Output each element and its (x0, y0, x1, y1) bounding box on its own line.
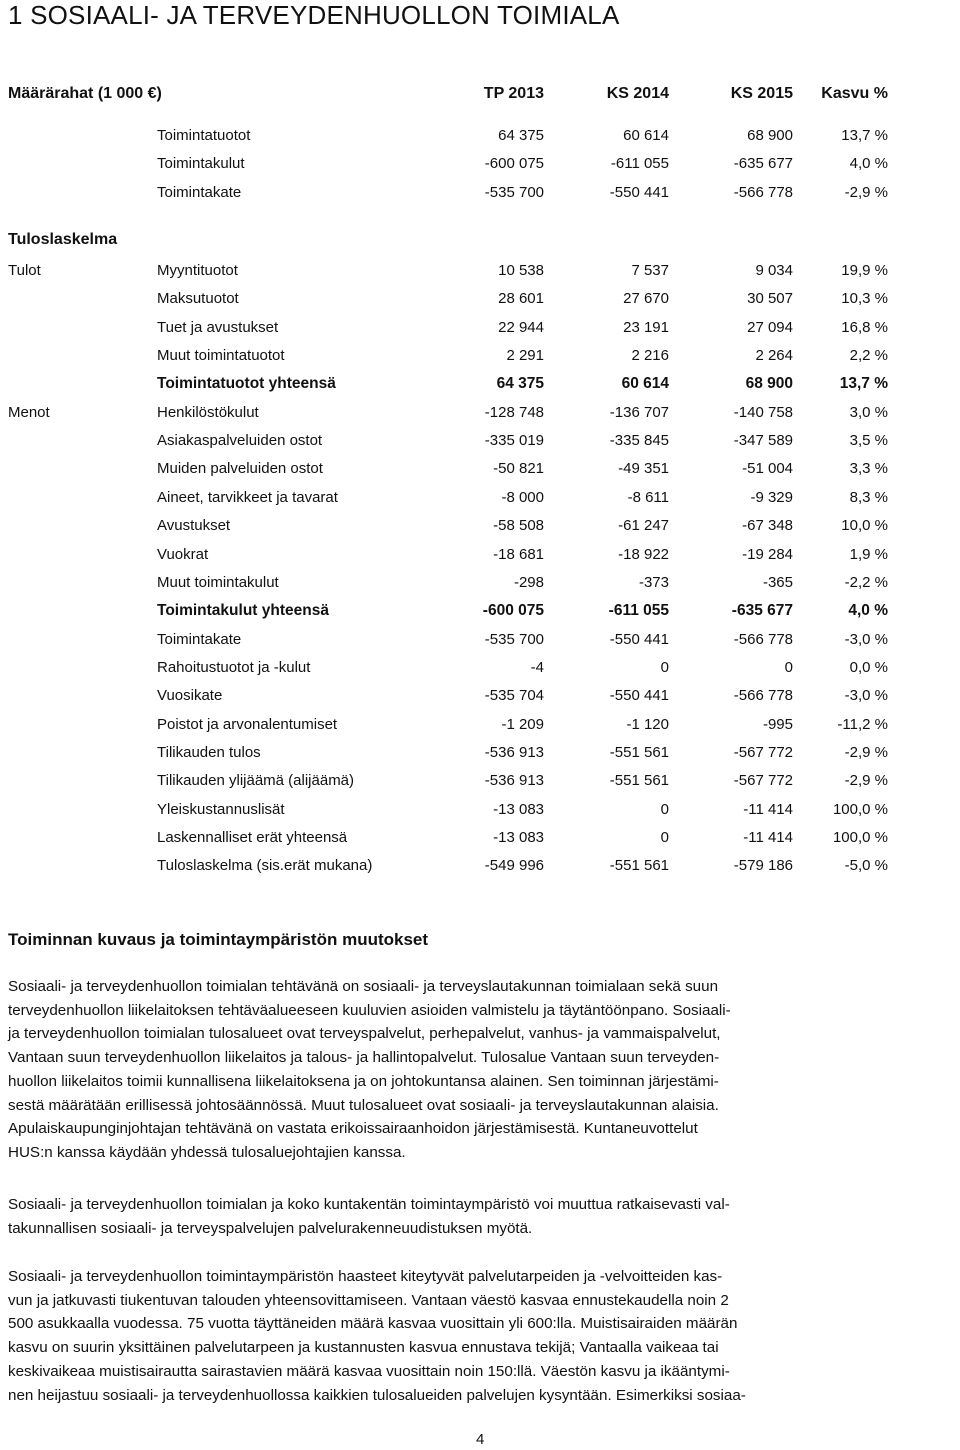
cell: -3,0 % (844, 687, 888, 704)
table-row (0, 319, 960, 339)
row-label: Myyntituotot (157, 262, 238, 279)
table-row (0, 155, 960, 175)
cell: 3,5 % (849, 432, 888, 449)
text-line: keskivaikeaa muistisairautta sairastavien määrä kasvaa vuosittain noin 150:llä. Väestön kasvu ja ikääntymi- (8, 1362, 730, 1380)
cell: -566 778 (733, 687, 793, 704)
cell: -2,9 % (844, 772, 888, 789)
cell: -5,0 % (844, 857, 888, 874)
cell: -335 019 (484, 432, 544, 449)
cell: 0 (660, 801, 669, 818)
cell: -11,2 % (837, 716, 888, 733)
cell: -2,9 % (844, 184, 888, 201)
cell: 27 094 (747, 319, 793, 336)
cell: -365 (762, 574, 793, 591)
cell: -550 441 (609, 184, 669, 201)
text-line: 500 asukkaalla vuodessa. 75 vuotta täyttäneiden määrä kasvaa vuosittain yli 600:lla. Muistisairaiden määrän (8, 1315, 738, 1333)
col-header-tp2013: TP 2013 (483, 85, 544, 102)
paragraph (8, 1193, 953, 1240)
text-line: huollon liikelaitos toimii kunnallisena liikelaitoksena ja on johtokuntansa alainen. Sen toiminnan järjestämi- (8, 1072, 719, 1090)
row-label: Henkilöstökulut (157, 404, 259, 421)
cell: -19 284 (742, 546, 793, 563)
row-label: Toimintakulut yhteensä (157, 602, 329, 619)
table-row (0, 744, 960, 764)
cell: 2 216 (631, 347, 669, 364)
cell: -566 778 (733, 184, 793, 201)
row-label: Tilikauden tulos (157, 744, 261, 761)
cell: -335 845 (609, 432, 669, 449)
row-label: Maksutuotot (157, 290, 239, 307)
cell: 9 034 (755, 262, 793, 279)
row-label: Muiden palveluiden ostot (157, 460, 323, 477)
row-label: Poistot ja arvonalentumiset (157, 716, 338, 733)
table-row (0, 262, 960, 282)
cell: 19,9 % (841, 262, 888, 279)
cell: 68 900 (745, 375, 793, 392)
cell: 100,0 % (832, 829, 888, 846)
cell: 2 264 (755, 347, 793, 364)
row-label: Laskennalliset erät yhteensä (157, 829, 348, 846)
text-line: Sosiaali- ja terveydenhuollon toimialan tehtävänä on sosiaali- ja terveyslautakunnan toimialaan sekä suun (8, 978, 719, 995)
section-title: Tuloslaskelma (8, 231, 118, 248)
cell: 10,3 % (841, 290, 888, 307)
cell: -51 004 (742, 460, 793, 477)
row-label: Vuosikate (157, 687, 223, 704)
table-row (0, 517, 960, 537)
cell: -995 (762, 716, 793, 733)
cell: -600 075 (482, 602, 544, 619)
cell: -551 561 (609, 772, 669, 789)
row-label: Toimintakulut (157, 155, 245, 172)
table-row (0, 801, 960, 821)
cell: -18 922 (618, 546, 669, 563)
table-row (0, 546, 960, 566)
cell: 64 375 (496, 375, 544, 392)
cell: -1 120 (626, 716, 669, 733)
cell: 60 614 (623, 127, 669, 144)
cell: -11 414 (743, 829, 793, 846)
row-label: Toimintatuotot (157, 127, 251, 144)
table-row (0, 290, 960, 310)
cell: 60 614 (621, 375, 669, 392)
row-label: Vuokrat (157, 546, 209, 563)
text-line: HUS:n kanssa käydään yhdessä tulosaluejohtajien kanssa. (8, 1143, 406, 1161)
cell: -4 (530, 659, 544, 676)
cell: 13,7 % (839, 375, 888, 392)
cell: -140 758 (733, 404, 793, 421)
cell: 16,8 % (841, 319, 888, 336)
cell: -549 996 (484, 857, 544, 874)
cell: -536 913 (484, 772, 544, 789)
cell: -1 209 (501, 716, 544, 733)
table-row (0, 432, 960, 452)
text-line: kasvu on suurin yksittäinen palvelutarpeen ja kustannusten kasvua ennustava tekijä; Vantaalla vaikeaa tai (8, 1339, 719, 1357)
cell: -567 772 (733, 744, 793, 761)
cell: -2,9 % (844, 744, 888, 761)
cell: -13 083 (493, 829, 544, 846)
table-row (0, 375, 960, 395)
cell: -566 778 (733, 631, 793, 648)
cell: 10 538 (498, 262, 544, 279)
table-row (0, 460, 960, 480)
cell: 23 191 (623, 319, 669, 336)
cell: 64 375 (498, 127, 544, 144)
table-row (0, 602, 960, 622)
cell: -136 707 (609, 404, 669, 421)
table-row (0, 347, 960, 367)
text-line: vun ja jatkuvasti tiukentuvan talouden yhteensovittamiseen. Vantaan väestö kasvaa ennustekaudella noin 2 (8, 1291, 729, 1309)
cell: -611 055 (610, 155, 669, 172)
row-label: Tuloslaskelma (sis.erät mukana) (157, 857, 373, 874)
row-label: Muut toimintatuotot (157, 347, 285, 364)
row-label: Yleiskustannuslisät (157, 801, 285, 818)
group-label: Tulot (8, 262, 41, 279)
cell: -128 748 (484, 404, 544, 421)
text-line: sestä määrätään erillisessä johtosäännössä. Muut tulosalueet ovat sosiaali- ja terveyslautakunnan alaisia. (8, 1096, 719, 1114)
table-row (0, 857, 960, 877)
cell: -535 700 (484, 631, 544, 648)
table-row (0, 574, 960, 594)
cell: 30 507 (747, 290, 793, 307)
cell: -2,2 % (844, 574, 888, 591)
cell: 7 537 (631, 262, 669, 279)
cell: -13 083 (493, 801, 544, 818)
table-row (0, 716, 960, 736)
cell: -3,0 % (844, 631, 888, 648)
cell: -535 700 (484, 184, 544, 201)
cell: -50 821 (493, 460, 544, 477)
cell: -58 508 (493, 517, 544, 534)
paragraph (8, 1265, 953, 1407)
cell: -567 772 (733, 772, 793, 789)
col-header-growth: Kasvu % (821, 85, 888, 102)
cell: -536 913 (484, 744, 544, 761)
cell: 22 944 (498, 319, 544, 336)
cell: 4,0 % (848, 602, 888, 619)
text-line: takunnallisen sosiaali- ja terveyspalvelujen palvelurakenneuudistuksen myötä. (8, 1219, 533, 1237)
cell: 0 (784, 659, 793, 676)
row-label: Muut toimintakulut (157, 574, 279, 591)
table-row (0, 772, 960, 792)
cell: 8,3 % (849, 489, 888, 506)
table-row (0, 687, 960, 707)
cell: -551 561 (609, 744, 669, 761)
text-line: Sosiaali- ja terveydenhuollon toimialan ja koko kuntakentän toimintaympäristö voi muuttua ratkaisevasti val- (8, 1196, 730, 1213)
paragraph (8, 975, 953, 1165)
cell: -373 (638, 574, 669, 591)
cell: 3,3 % (849, 460, 888, 477)
cell: -61 247 (618, 517, 669, 534)
cell: 2 291 (506, 347, 544, 364)
cell: -550 441 (609, 687, 669, 704)
row-label: Asiakaspalveluiden ostot (157, 432, 323, 449)
text-line: ja terveydenhuollon toimialan tulosalueet ovat terveyspalvelut, perhepalvelut, vanhus- ja vammaispalvelut, (8, 1025, 721, 1043)
cell: -8 000 (501, 489, 544, 506)
col-header-ks2015: KS 2015 (730, 85, 793, 102)
cell: -18 681 (493, 546, 544, 563)
cell: -9 329 (750, 489, 793, 506)
cell: -49 351 (618, 460, 669, 477)
cell: 10,0 % (841, 517, 888, 534)
row-label: Toimintakate (157, 631, 242, 648)
page-title: 1 SOSIAALI- JA TERVEYDENHUOLLON TOIMIALA (8, 0, 620, 30)
appropriations-label: Määrärahat (1 000 €) (8, 85, 162, 102)
table-row (0, 489, 960, 509)
cell: 28 601 (498, 290, 544, 307)
row-label: Avustukset (157, 517, 231, 534)
row-label: Rahoitustuotot ja -kulut (157, 659, 311, 676)
cell: -600 075 (484, 155, 544, 172)
cell: -611 055 (608, 602, 669, 619)
cell: -8 611 (627, 489, 669, 506)
table-row (0, 404, 960, 424)
cell: 68 900 (747, 127, 793, 144)
text-line: Vantaan suun terveydenhuollon liikelaitos ja talous- ja hallintopalvelut. Tulosalue Vantaan suun terveyden- (8, 1049, 720, 1067)
group-label: Menot (8, 404, 50, 421)
cell: -535 704 (484, 687, 544, 704)
row-label: Toimintakate (157, 184, 242, 201)
row-label: Tuet ja avustukset (157, 319, 279, 336)
table-row (0, 184, 960, 204)
table-row (0, 127, 960, 147)
cell: -579 186 (733, 857, 793, 874)
table-row (0, 659, 960, 679)
cell: -635 677 (733, 155, 793, 172)
row-label: Aineet, tarvikkeet ja tavarat (157, 489, 338, 506)
text-line: Sosiaali- ja terveydenhuollon toimintaympäristön haasteet kiteytyvät palvelutarpeiden ja -velvoitteiden kas- (8, 1268, 723, 1285)
cell: 0 (660, 659, 669, 676)
page-number: 4 (476, 1431, 485, 1448)
cell: -11 414 (743, 801, 793, 818)
cell: -550 441 (609, 631, 669, 648)
cell: -347 589 (733, 432, 793, 449)
col-header-ks2014: KS 2014 (606, 85, 669, 102)
text-line: Apulaiskaupunginjohtajan tehtävänä on vastata erikoissairaanhoidon järjestämisestä. Kuntaneuvottelut (8, 1120, 698, 1138)
cell: -298 (513, 574, 544, 591)
table-row (0, 829, 960, 849)
cell: 0 (660, 829, 669, 846)
cell: 2,2 % (849, 347, 888, 364)
table-row (0, 631, 960, 651)
cell: 4,0 % (849, 155, 888, 172)
row-label: Tilikauden ylijäämä (alijäämä) (157, 772, 355, 789)
cell: 0,0 % (849, 659, 888, 676)
cell: 1,9 % (849, 546, 888, 563)
text-heading: Toiminnan kuvaus ja toimintaympäristön muutokset (8, 930, 429, 949)
text-line: terveydenhuollon liikelaitoksen tehtäväalueeseen kuuluvien asioiden valmistelu ja täytäntöönpano. Sosiaali- (8, 1001, 731, 1019)
cell: 13,7 % (841, 127, 888, 144)
cell: -67 348 (742, 517, 793, 534)
cell: 3,0 % (849, 404, 888, 421)
cell: -551 561 (609, 857, 669, 874)
cell: 27 670 (623, 290, 669, 307)
text-line: nen heijastuu sosiaali- ja terveydenhuollossa kaikkien tulosalueiden palvelujen kysyntään. Esimerkiksi sosiaa- (8, 1386, 746, 1404)
row-label: Toimintatuotot yhteensä (157, 375, 336, 392)
cell: -635 677 (731, 602, 793, 619)
cell: 100,0 % (832, 801, 888, 818)
